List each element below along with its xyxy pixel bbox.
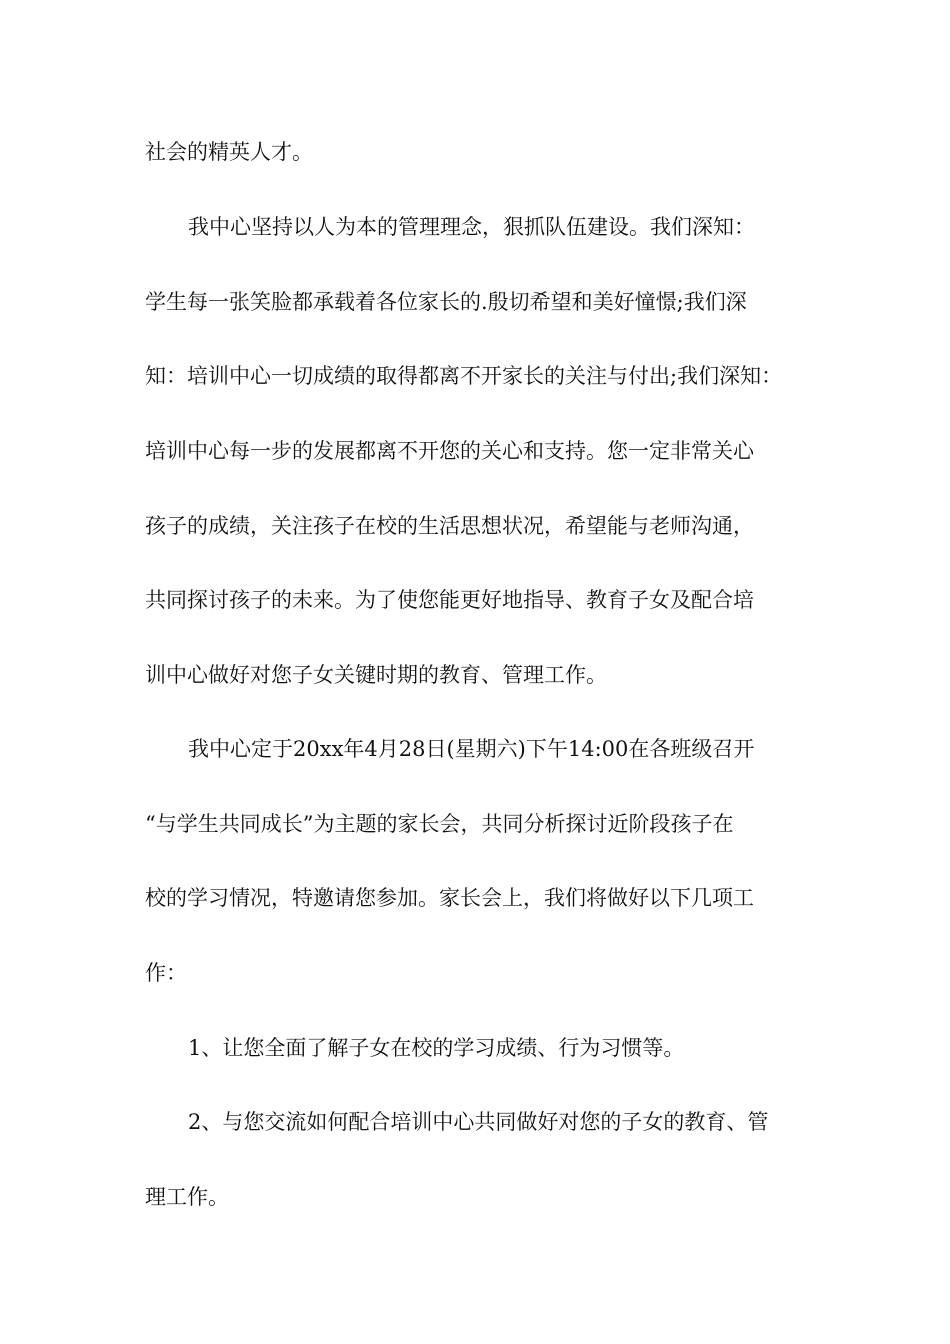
text-line: 理工作。 (145, 1185, 229, 1209)
text-line: 1、让您全面了解子女在校的学习成绩、行为习惯等。 (188, 1036, 685, 1060)
text-line: 共同探讨孩子的未来。为了使您能更好地指导、教育子女及配合培 (145, 588, 754, 612)
text-line: 作： (145, 961, 187, 985)
text-line: 训中心做好对您子女关键时期的教育、管理工作。 (145, 663, 607, 687)
text-line: 我中心坚持以人为本的管理理念，狠抓队伍建设。我们深知： (188, 215, 755, 239)
text-line: 2、与您交流如何配合培训中心共同做好对您的子女的教育、管 (188, 1110, 769, 1134)
text-line: 校的学习情况，特邀请您参加。家长会上，我们将做好以下几项工 (145, 886, 754, 910)
text-line: 孩子的成绩，关注孩子在校的生活思想状况，希望能与老师沟通， (145, 514, 754, 538)
text-line: 培训中心每一步的发展都离不开您的关心和支持。您一定非常关心 (145, 439, 754, 463)
text-line: 知：培训中心一切成绩的取得都离不开家长的关注与付出;我们深知： (145, 364, 783, 388)
text-line: 学生每一张笑脸都承载着各位家长的.殷切希望和美好憧憬;我们深 (145, 290, 747, 314)
text-line: “与学生共同成长”为主题的家长会，共同分析探讨近阶段孩子在 (145, 812, 734, 836)
text-line: 社会的精英人才。 (145, 140, 313, 164)
text-line: 我中心定于20xx年4月28日(星期六)下午14:00在各班级召开 (188, 737, 755, 761)
